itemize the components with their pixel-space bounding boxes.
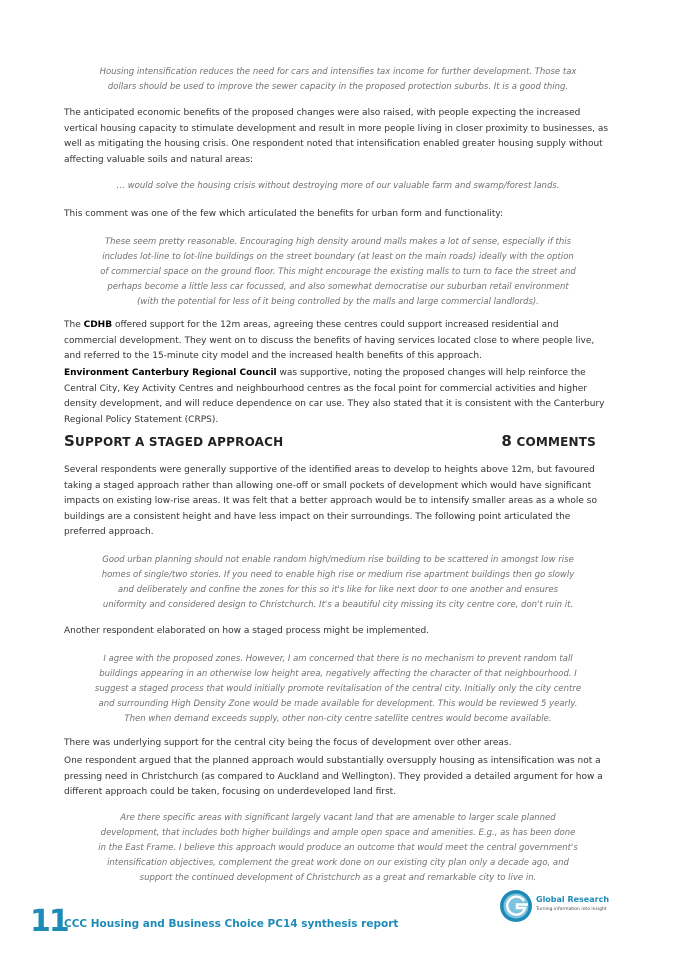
paragraph-text: Several respondents were generally supportive of the identified areas to develop to heights above 12m, but favoured taking a staged approach rather than allowing one-off or small pockets of development which would have significant impacts on existing low-rise areas. It was felt that a better approach would be to intensify smaller areas as a whole so buildings are a consistent height and have less impact on their surroundings. The following point articulated the preferred approach. [64,465,597,537]
quote-vacant-land [64,811,612,886]
section-heading-staged-approach [64,432,596,450]
quote-malls-density [64,235,612,310]
quote-line: perhaps become a little less car focussed, and also somewhat democratise our suburban retail environment [107,282,569,292]
paragraph-oversupply [64,754,612,801]
paragraph-text: This comment was one of the few which articulated the benefits for urban form and functionality: [64,209,504,219]
heading-text: UPPORT A STAGED APPROACH [75,435,284,449]
comment-count [501,432,596,450]
quote-line: dollars should be used to improve the sewer capacity in the proposed protection suburbs. It is a good thing. [107,82,569,92]
paragraph-urban-form [64,207,612,223]
paragraph-staged-process [64,624,612,640]
quote-line: I agree with the proposed zones. However, I am concerned that there is no mechanism to prevent random tall [103,654,573,664]
paragraph-text: There was underlying support for the central city being the focus of development over other areas. [64,738,512,748]
quote-line: suggest a staged process that would initially promote revitalisation of the central city. Initially only the city centre [94,684,582,694]
paragraph-cdhb [64,318,612,365]
quote-line: in the East Frame. I believe this approach would produce an outcome that would meet the central government's [98,843,578,853]
quote-line: includes lot-line to lot-line buildings on the street boundary (at least on the main roads) ideally with the option [102,252,574,262]
quote-line: buildings appearing in an otherwise low height area, negatively affecting the character of that neighbourhood. I [99,669,577,679]
quote-line: intensification objectives, complement the great work done on our existing city plan only a decade ago, and [107,858,569,868]
paragraph-central-city [64,736,612,752]
quote-urban-planning [64,553,612,613]
quote-proposed-zones [64,652,612,727]
quote-line: support the continued development of Christchurch as a great and remarkable city to live in. [139,873,537,883]
quote-housing-crisis [64,179,612,194]
quote-line: Housing intensification reduces the need for cars and intensifies tax income for further development. Those tax [99,67,577,77]
quote-line: … would solve the housing crisis without destroying more of our valuable farm and swamp/forest lands. [116,181,560,191]
paragraph-economic-benefits [64,106,612,168]
quote-line: of commercial space on the ground floor. This might encourage the existing malls to turn to face the street and [100,267,576,277]
logo-tagline: Turning information into insight [536,907,607,912]
report-title: CCC Housing and Business Choice PC14 synthesis report [64,918,399,930]
quote-line: Good urban planning should not enable random high/medium rise building to be scattered in amongst low rise [102,555,574,565]
comment-count-label: COMMENTS [512,435,596,449]
paragraph-text [64,366,612,428]
quote-line: Then when demand exceeds supply, other non-city centre satellite centres would become available. [124,714,552,724]
page-number: 11 [30,904,68,939]
quote-line: uniformity and considered design to Christchurch. It's a beautiful city missing its city centre core, don't ruin it. [102,600,574,610]
paragraph-text: Another respondent elaborated on how a staged process might be implemented. [64,626,430,636]
ecan-link[interactable]: Environment Canterbury Regional Council [64,368,277,378]
heading-initial: S [64,432,76,450]
paragraph-text-pre: The [64,320,84,330]
paragraph-text: One respondent argued that the planned approach would substantially oversupply housing as intensification was not a pressing need in Christchurch (as compared to Auckland and Wellington). They provided a detailed argument for how a different approach could be taken, focusing on underdeveloped land first. [64,756,603,797]
quote-line: and deliberately and confine the zones for this so it's like for like next door to one another and ensures [117,585,559,595]
quote-line: homes of single/two stories. If you need to enable high rise or medium rise apartment buildings then go slowly [101,570,575,580]
paragraph-text [64,318,612,365]
paragraph-text: The anticipated economic benefits of the proposed changes were also raised, with people expecting the increased vertical housing capacity to stimulate development and result in more people living in closer proximity to businesses, as well as mitigating the housing crisis. One respondent noted that intensification enabled greater housing supply without affecting valuable soils and natural areas: [64,108,609,165]
paragraph-text-post: offered support for the 12m areas, agreeing these centres could support increased residential and commercial development. They went on to discuss the benefits of having services located close to where people live, and referred to the 15-minute city model and the increased health benefits of this approach. [64,320,595,361]
cdhb-link[interactable]: CDHB [83,320,113,330]
quote-line: These seem pretty reasonable. Encouraging high density around malls makes a lot of sense, especially if this [104,237,572,247]
paragraph-staged-support [64,463,612,541]
comment-count-number: 8 [501,432,513,450]
quote-line: (with the potential for less of it being controlled by the malls and large commercial landlords). [137,297,539,307]
paragraph-text-post: was supportive, noting the proposed changes will help reinforce the Central City, Key Activity Centres and neighbourhood centres as the focal point for commercial activities and higher density development, and will reduce dependence on car use. They also stated that it is consistent with the Canterbury Regional Policy Statement (CRPS). [64,368,605,425]
quote-line: development, that includes both higher buildings and ample open space and amenities. E.g., as has been done [100,828,576,838]
paragraph-ecan [64,366,612,428]
quote-line: Are there specific areas with significant largely vacant land that are amenable to larger scale planned [120,813,556,823]
logo-name: Global Research [536,895,610,904]
quote-housing-intensification [64,65,612,95]
quote-line: and surrounding High Density Zone would be made available for development. This would be reviewed 5 yearly. [98,699,578,709]
